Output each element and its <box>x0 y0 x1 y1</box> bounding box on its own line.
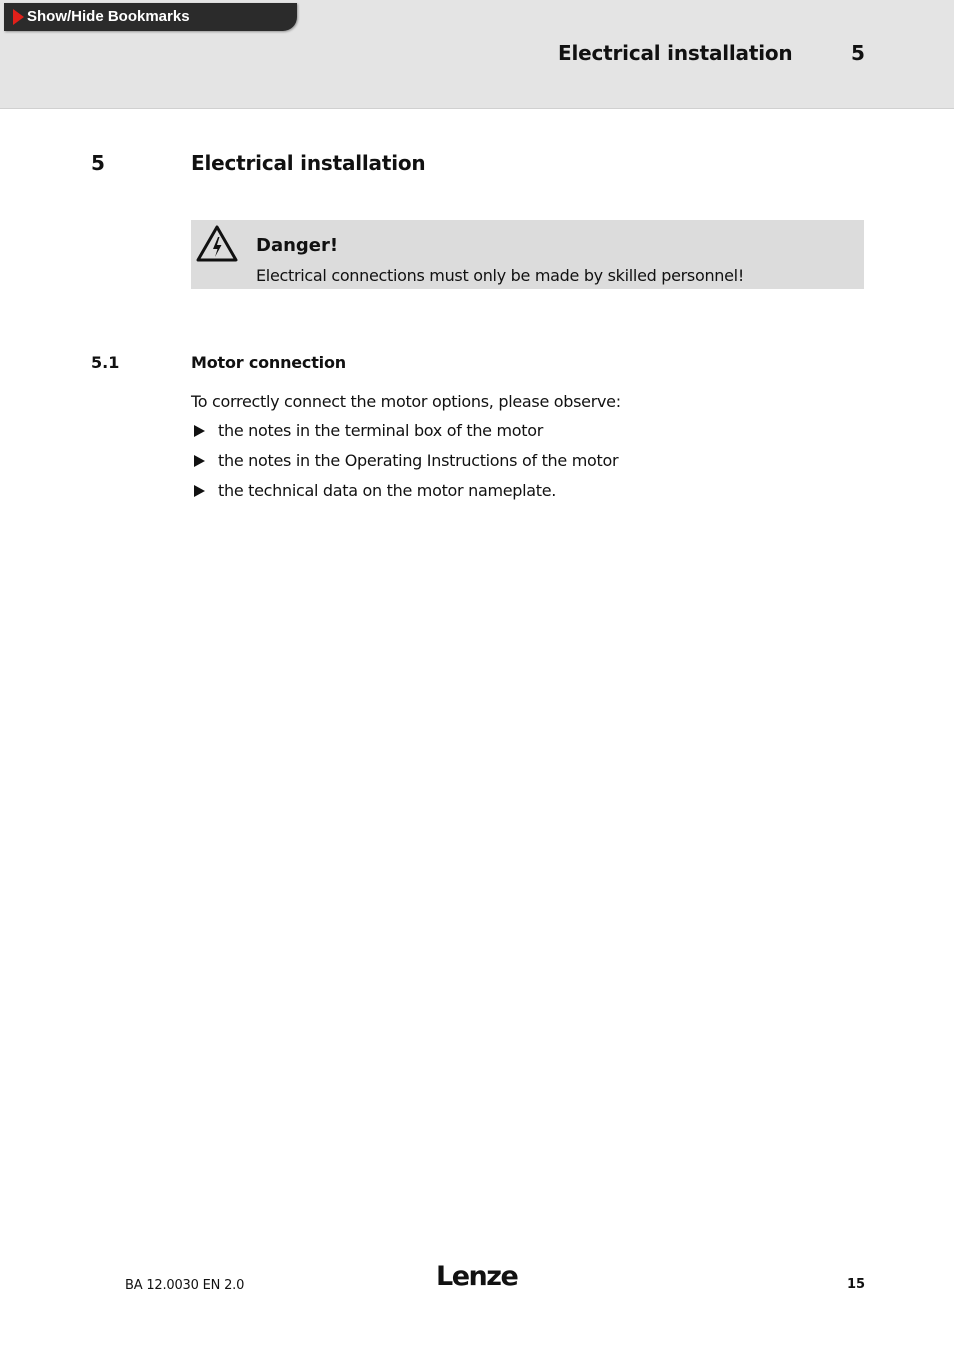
danger-text: Electrical connections must only be made by skilled personnel! <box>256 266 744 285</box>
show-hide-bookmarks-button[interactable] <box>4 3 297 31</box>
high-voltage-warning-icon <box>196 225 238 263</box>
page-header <box>0 0 954 109</box>
danger-notice <box>191 220 864 289</box>
lenze-logo: Lenze <box>436 1261 518 1292</box>
section-number: 5.1 <box>91 353 120 372</box>
running-header-title: Electrical installation <box>558 41 793 65</box>
chapter-title: Electrical installation <box>191 151 426 175</box>
triangle-bullet-icon <box>194 425 205 437</box>
section-title: Motor connection <box>191 353 346 372</box>
chapter-number: 5 <box>91 151 105 175</box>
running-header-chapter-number: 5 <box>851 41 865 65</box>
list-item-text: the notes in the terminal box of the motor <box>218 421 544 440</box>
danger-heading: Danger! <box>256 235 339 256</box>
triangle-bullet-icon <box>194 455 205 467</box>
section-intro: To correctly connect the motor options, please observe: <box>191 392 621 411</box>
play-arrow-icon <box>13 9 24 25</box>
list-item-text: the technical data on the motor nameplate. <box>218 481 557 500</box>
list-item-text: the notes in the Operating Instructions of the motor <box>218 451 619 470</box>
footer-page-number: 15 <box>847 1277 866 1292</box>
footer-document-id: BA 12.0030 EN 2.0 <box>125 1278 245 1293</box>
bookmarks-button-label: Show/Hide Bookmarks <box>27 8 190 25</box>
triangle-bullet-icon <box>194 485 205 497</box>
